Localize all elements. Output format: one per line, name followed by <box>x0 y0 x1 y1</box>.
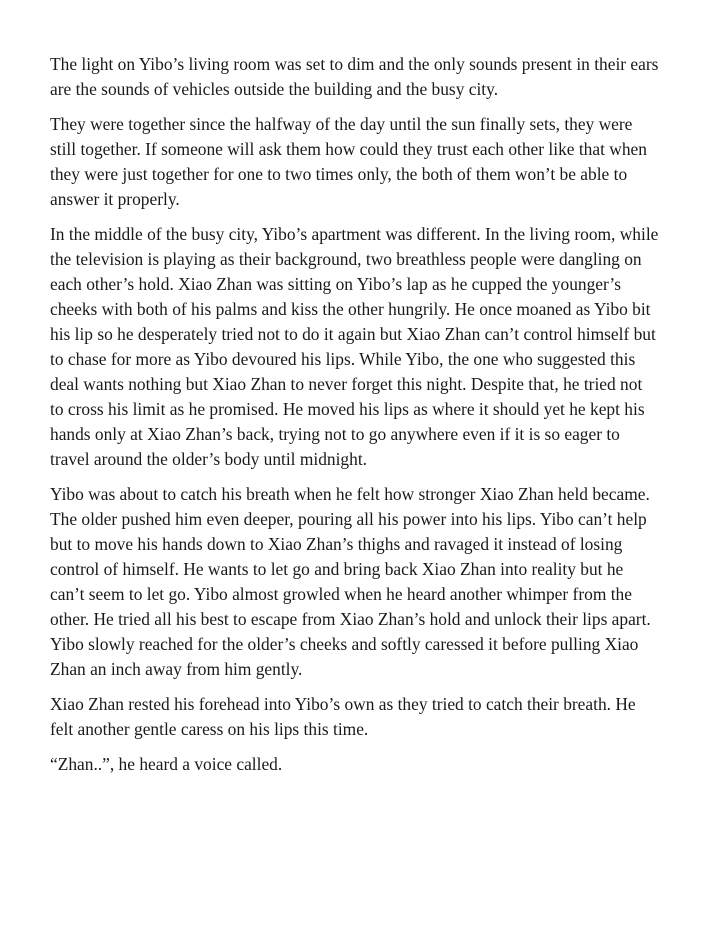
paragraph: “Zhan..”, he heard a voice called. <box>50 754 283 774</box>
paragraph: Xiao Zhan rested his forehead into Yibo’s own as they tried to catch their breath. He felt another gentle caress on his lips this time. <box>50 694 636 739</box>
document-page <box>50 52 660 787</box>
paragraph: They were together since the halfway of the day until the sun finally sets, they were still together. If someone will ask them how could they trust each other like that when they were just together for one to two times only, the both of them won’t be able to answer it properly. <box>50 114 647 209</box>
paragraph: In the middle of the busy city, Yibo’s apartment was different. In the living room, while the television is playing as their background, two breathless people were dangling on each other’s hold. Xiao Zhan was sitting on Yibo’s lap as he cupped the younger’s cheeks with both of his palms and kiss the other hungrily. He once moaned as Yibo bit his lip so he desperately tried not to do it again but Xiao Zhan can’t control himself but to chase for more as Yibo devoured his lips. While Yibo, the one who suggested this deal wants nothing but Xiao Zhan to never forget this night. Despite that, he tried not to cross his limit as he promised. He moved his lips as where it should yet he kept his hands only at Xiao Zhan’s back, trying not to go anywhere even if it is so eager to travel around the older’s body until midnight. <box>50 224 659 469</box>
paragraph: Yibo was about to catch his breath when he felt how stronger Xiao Zhan held became. The older pushed him even deeper, pouring all his power into his lips. Yibo can’t help but to move his hands down to Xiao Zhan’s thighs and ravaged it instead of losing control of himself. He wants to let go and bring back Xiao Zhan into reality but he can’t seem to let go. Yibo almost growled when he heard another whimper from the other. He tried all his best to escape from Xiao Zhan’s hold and unlock their lips apart. Yibo slowly reached for the older’s cheeks and softly caressed it before pulling Xiao Zhan an inch away from him gently. <box>50 484 651 679</box>
paragraph: The light on Yibo’s living room was set to dim and the only sounds present in their ears are the sounds of vehicles outside the building and the busy city. <box>50 54 659 99</box>
